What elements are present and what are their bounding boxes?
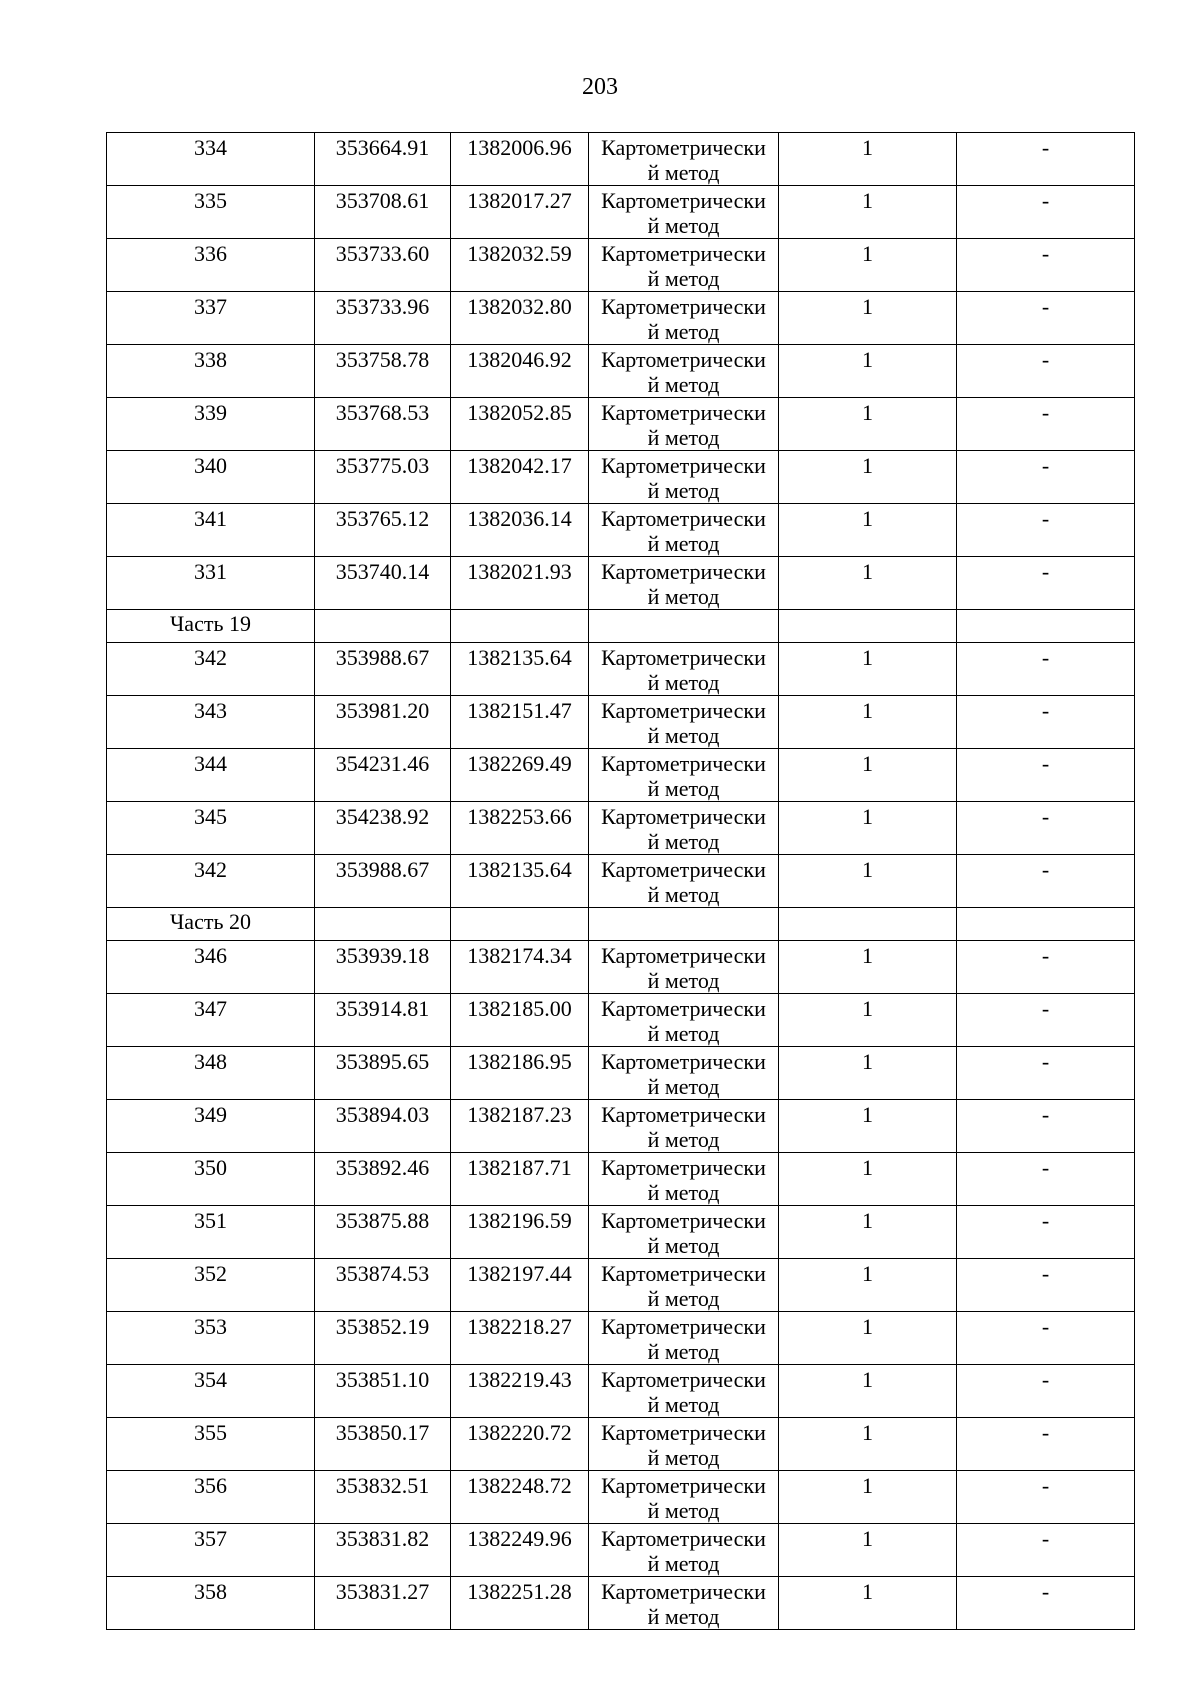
- point-number-cell: 334: [107, 133, 315, 186]
- empty-cell: [315, 908, 451, 941]
- method-cell: [589, 1312, 779, 1365]
- x-coordinate-cell: 353708.61: [315, 186, 451, 239]
- note-cell: -: [957, 1471, 1135, 1524]
- table-row: [107, 1577, 1135, 1630]
- method-text-line: й метод: [647, 372, 720, 397]
- point-number-cell: 342: [107, 643, 315, 696]
- method-text-line: й метод: [647, 776, 720, 801]
- y-coordinate-cell: 1382006.96: [451, 133, 589, 186]
- method-text-line: Картометрически: [601, 645, 766, 670]
- method-text-line: Картометрически: [601, 1473, 766, 1498]
- x-coordinate-cell: 353831.82: [315, 1524, 451, 1577]
- note-cell: -: [957, 855, 1135, 908]
- method-text-line: й метод: [647, 1498, 720, 1523]
- empty-cell: [779, 908, 957, 941]
- note-cell: -: [957, 186, 1135, 239]
- method-cell: [589, 1365, 779, 1418]
- note-cell: -: [957, 643, 1135, 696]
- note-cell: -: [957, 239, 1135, 292]
- x-coordinate-cell: 353733.96: [315, 292, 451, 345]
- x-coordinate-cell: 353664.91: [315, 133, 451, 186]
- point-number-cell: 353: [107, 1312, 315, 1365]
- point-number-cell: 342: [107, 855, 315, 908]
- accuracy-cell: 1: [779, 643, 957, 696]
- table-row: [107, 292, 1135, 345]
- table-row: [107, 802, 1135, 855]
- table-row: [107, 1047, 1135, 1100]
- table-row: [107, 557, 1135, 610]
- accuracy-cell: 1: [779, 1418, 957, 1471]
- note-cell: -: [957, 749, 1135, 802]
- y-coordinate-cell: 1382052.85: [451, 398, 589, 451]
- table-row: [107, 749, 1135, 802]
- method-text-line: Картометрически: [601, 698, 766, 723]
- point-number-cell: 356: [107, 1471, 315, 1524]
- point-number-cell: 331: [107, 557, 315, 610]
- y-coordinate-cell: 1382249.96: [451, 1524, 589, 1577]
- accuracy-cell: 1: [779, 451, 957, 504]
- method-text-line: Картометрически: [601, 559, 766, 584]
- point-number-cell: 346: [107, 941, 315, 994]
- method-cell: [589, 802, 779, 855]
- x-coordinate-cell: 353852.19: [315, 1312, 451, 1365]
- accuracy-cell: 1: [779, 239, 957, 292]
- method-cell: [589, 1047, 779, 1100]
- accuracy-cell: 1: [779, 1100, 957, 1153]
- x-coordinate-cell: 353768.53: [315, 398, 451, 451]
- note-cell: -: [957, 1259, 1135, 1312]
- method-text-line: й метод: [647, 829, 720, 854]
- coordinates-table-body: [107, 133, 1135, 1630]
- x-coordinate-cell: 353850.17: [315, 1418, 451, 1471]
- method-text-line: й метод: [647, 723, 720, 748]
- x-coordinate-cell: 354231.46: [315, 749, 451, 802]
- method-cell: [589, 643, 779, 696]
- method-text-line: Картометрически: [601, 1314, 766, 1339]
- point-number-cell: 351: [107, 1206, 315, 1259]
- accuracy-cell: 1: [779, 941, 957, 994]
- method-text-line: Картометрически: [601, 1367, 766, 1392]
- accuracy-cell: 1: [779, 557, 957, 610]
- note-cell: -: [957, 345, 1135, 398]
- part-label: Часть 20: [107, 908, 315, 941]
- part-header-row: [107, 908, 1135, 941]
- accuracy-cell: 1: [779, 292, 957, 345]
- empty-cell: [589, 908, 779, 941]
- method-text-line: Картометрически: [601, 1579, 766, 1604]
- method-text-line: й метод: [647, 670, 720, 695]
- table-row: [107, 994, 1135, 1047]
- x-coordinate-cell: 353758.78: [315, 345, 451, 398]
- empty-cell: [589, 610, 779, 643]
- empty-cell: [779, 610, 957, 643]
- method-text-line: й метод: [647, 478, 720, 503]
- method-text-line: Картометрически: [601, 453, 766, 478]
- method-text-line: Картометрически: [601, 506, 766, 531]
- accuracy-cell: 1: [779, 133, 957, 186]
- point-number-cell: 358: [107, 1577, 315, 1630]
- note-cell: -: [957, 1100, 1135, 1153]
- accuracy-cell: 1: [779, 1471, 957, 1524]
- method-text-line: й метод: [647, 968, 720, 993]
- method-text-line: Картометрически: [601, 943, 766, 968]
- point-number-cell: 350: [107, 1153, 315, 1206]
- method-cell: [589, 941, 779, 994]
- y-coordinate-cell: 1382269.49: [451, 749, 589, 802]
- method-cell: [589, 292, 779, 345]
- x-coordinate-cell: 353740.14: [315, 557, 451, 610]
- method-text-line: й метод: [647, 425, 720, 450]
- note-cell: -: [957, 994, 1135, 1047]
- accuracy-cell: 1: [779, 504, 957, 557]
- note-cell: -: [957, 398, 1135, 451]
- x-coordinate-cell: 353914.81: [315, 994, 451, 1047]
- table-row: [107, 186, 1135, 239]
- method-text-line: Картометрически: [601, 188, 766, 213]
- accuracy-cell: 1: [779, 398, 957, 451]
- method-text-line: й метод: [647, 160, 720, 185]
- part-header-row: [107, 610, 1135, 643]
- x-coordinate-cell: 353874.53: [315, 1259, 451, 1312]
- method-text-line: Картометрически: [601, 347, 766, 372]
- point-number-cell: 349: [107, 1100, 315, 1153]
- accuracy-cell: 1: [779, 696, 957, 749]
- table-row: [107, 1471, 1135, 1524]
- method-text-line: й метод: [647, 1551, 720, 1576]
- empty-cell: [451, 908, 589, 941]
- note-cell: -: [957, 557, 1135, 610]
- method-text-line: Картометрически: [601, 400, 766, 425]
- accuracy-cell: 1: [779, 802, 957, 855]
- method-text-line: й метод: [647, 584, 720, 609]
- method-text-line: Картометрически: [601, 996, 766, 1021]
- method-cell: [589, 1259, 779, 1312]
- empty-cell: [957, 610, 1135, 643]
- empty-cell: [315, 610, 451, 643]
- method-text-line: Картометрически: [601, 751, 766, 776]
- note-cell: -: [957, 1312, 1135, 1365]
- method-cell: [589, 994, 779, 1047]
- note-cell: -: [957, 504, 1135, 557]
- method-text-line: Картометрически: [601, 804, 766, 829]
- method-text-line: Картометрически: [601, 294, 766, 319]
- x-coordinate-cell: 353988.67: [315, 643, 451, 696]
- method-text-line: й метод: [647, 1286, 720, 1311]
- method-text-line: Картометрически: [601, 1526, 766, 1551]
- y-coordinate-cell: 1382196.59: [451, 1206, 589, 1259]
- y-coordinate-cell: 1382036.14: [451, 504, 589, 557]
- method-text-line: Картометрически: [601, 857, 766, 882]
- table-row: [107, 1312, 1135, 1365]
- note-cell: -: [957, 696, 1135, 749]
- x-coordinate-cell: 353875.88: [315, 1206, 451, 1259]
- table-row: [107, 133, 1135, 186]
- note-cell: -: [957, 133, 1135, 186]
- method-text-line: й метод: [647, 1021, 720, 1046]
- note-cell: -: [957, 1365, 1135, 1418]
- accuracy-cell: 1: [779, 1524, 957, 1577]
- method-cell: [589, 1153, 779, 1206]
- y-coordinate-cell: 1382032.80: [451, 292, 589, 345]
- accuracy-cell: 1: [779, 186, 957, 239]
- point-number-cell: 354: [107, 1365, 315, 1418]
- method-text-line: Картометрически: [601, 1261, 766, 1286]
- table-row: [107, 1418, 1135, 1471]
- table-row: [107, 239, 1135, 292]
- y-coordinate-cell: 1382151.47: [451, 696, 589, 749]
- table-row: [107, 1524, 1135, 1577]
- method-text-line: й метод: [647, 1233, 720, 1258]
- y-coordinate-cell: 1382248.72: [451, 1471, 589, 1524]
- table-row: [107, 451, 1135, 504]
- y-coordinate-cell: 1382042.17: [451, 451, 589, 504]
- table-row: [107, 1365, 1135, 1418]
- y-coordinate-cell: 1382032.59: [451, 239, 589, 292]
- point-number-cell: 339: [107, 398, 315, 451]
- y-coordinate-cell: 1382017.27: [451, 186, 589, 239]
- x-coordinate-cell: 353894.03: [315, 1100, 451, 1153]
- accuracy-cell: 1: [779, 749, 957, 802]
- point-number-cell: 347: [107, 994, 315, 1047]
- y-coordinate-cell: 1382253.66: [451, 802, 589, 855]
- method-text-line: й метод: [647, 1339, 720, 1364]
- method-cell: [589, 557, 779, 610]
- y-coordinate-cell: 1382135.64: [451, 643, 589, 696]
- y-coordinate-cell: 1382197.44: [451, 1259, 589, 1312]
- note-cell: -: [957, 1418, 1135, 1471]
- method-text-line: Картометрически: [601, 1102, 766, 1127]
- y-coordinate-cell: 1382187.23: [451, 1100, 589, 1153]
- page-number: 203: [582, 74, 618, 100]
- table-row: [107, 1153, 1135, 1206]
- method-text-line: Картометрически: [601, 135, 766, 160]
- point-number-cell: 344: [107, 749, 315, 802]
- point-number-cell: 357: [107, 1524, 315, 1577]
- method-text-line: Картометрически: [601, 1049, 766, 1074]
- y-coordinate-cell: 1382220.72: [451, 1418, 589, 1471]
- method-text-line: й метод: [647, 266, 720, 291]
- accuracy-cell: 1: [779, 855, 957, 908]
- note-cell: -: [957, 1047, 1135, 1100]
- point-number-cell: 355: [107, 1418, 315, 1471]
- method-text-line: й метод: [647, 1180, 720, 1205]
- table-row: [107, 696, 1135, 749]
- point-number-cell: 338: [107, 345, 315, 398]
- part-label: Часть 19: [107, 610, 315, 643]
- point-number-cell: 341: [107, 504, 315, 557]
- x-coordinate-cell: 353765.12: [315, 504, 451, 557]
- method-text-line: й метод: [647, 882, 720, 907]
- accuracy-cell: 1: [779, 1259, 957, 1312]
- x-coordinate-cell: 353851.10: [315, 1365, 451, 1418]
- accuracy-cell: 1: [779, 1153, 957, 1206]
- accuracy-cell: 1: [779, 1365, 957, 1418]
- method-cell: [589, 1471, 779, 1524]
- method-text-line: й метод: [647, 319, 720, 344]
- point-number-cell: 352: [107, 1259, 315, 1312]
- y-coordinate-cell: 1382251.28: [451, 1577, 589, 1630]
- method-cell: [589, 239, 779, 292]
- y-coordinate-cell: 1382135.64: [451, 855, 589, 908]
- x-coordinate-cell: 353988.67: [315, 855, 451, 908]
- method-cell: [589, 1524, 779, 1577]
- method-cell: [589, 1577, 779, 1630]
- y-coordinate-cell: 1382174.34: [451, 941, 589, 994]
- method-cell: [589, 749, 779, 802]
- accuracy-cell: 1: [779, 1577, 957, 1630]
- method-cell: [589, 696, 779, 749]
- method-text-line: й метод: [647, 1445, 720, 1470]
- accuracy-cell: 1: [779, 1047, 957, 1100]
- point-number-cell: 340: [107, 451, 315, 504]
- table-row: [107, 1259, 1135, 1312]
- empty-cell: [957, 908, 1135, 941]
- accuracy-cell: 1: [779, 345, 957, 398]
- x-coordinate-cell: 353831.27: [315, 1577, 451, 1630]
- point-number-cell: 343: [107, 696, 315, 749]
- point-number-cell: 336: [107, 239, 315, 292]
- method-text-line: й метод: [647, 1074, 720, 1099]
- point-number-cell: 345: [107, 802, 315, 855]
- method-text-line: й метод: [647, 531, 720, 556]
- x-coordinate-cell: 353832.51: [315, 1471, 451, 1524]
- x-coordinate-cell: 353775.03: [315, 451, 451, 504]
- note-cell: -: [957, 451, 1135, 504]
- method-cell: [589, 1206, 779, 1259]
- method-text-line: й метод: [647, 1127, 720, 1152]
- method-cell: [589, 855, 779, 908]
- y-coordinate-cell: 1382219.43: [451, 1365, 589, 1418]
- empty-cell: [451, 610, 589, 643]
- method-text-line: Картометрически: [601, 1208, 766, 1233]
- table-row: [107, 941, 1135, 994]
- point-number-cell: 337: [107, 292, 315, 345]
- method-cell: [589, 398, 779, 451]
- note-cell: -: [957, 1153, 1135, 1206]
- point-number-cell: 335: [107, 186, 315, 239]
- x-coordinate-cell: 353939.18: [315, 941, 451, 994]
- table-row: [107, 1206, 1135, 1259]
- x-coordinate-cell: 353733.60: [315, 239, 451, 292]
- note-cell: -: [957, 1206, 1135, 1259]
- method-text-line: Картометрически: [601, 1420, 766, 1445]
- method-cell: [589, 1100, 779, 1153]
- y-coordinate-cell: 1382186.95: [451, 1047, 589, 1100]
- note-cell: -: [957, 802, 1135, 855]
- method-text-line: Картометрически: [601, 1155, 766, 1180]
- method-text-line: й метод: [647, 1392, 720, 1417]
- note-cell: -: [957, 941, 1135, 994]
- x-coordinate-cell: 353895.65: [315, 1047, 451, 1100]
- accuracy-cell: 1: [779, 1312, 957, 1365]
- method-cell: [589, 186, 779, 239]
- method-text-line: Картометрически: [601, 241, 766, 266]
- table-row: [107, 398, 1135, 451]
- note-cell: -: [957, 1524, 1135, 1577]
- note-cell: -: [957, 292, 1135, 345]
- accuracy-cell: 1: [779, 1206, 957, 1259]
- y-coordinate-cell: 1382021.93: [451, 557, 589, 610]
- coordinates-table: [106, 132, 1135, 1630]
- x-coordinate-cell: 353981.20: [315, 696, 451, 749]
- method-cell: [589, 345, 779, 398]
- y-coordinate-cell: 1382046.92: [451, 345, 589, 398]
- method-cell: [589, 504, 779, 557]
- method-text-line: й метод: [647, 1604, 720, 1629]
- table-row: [107, 643, 1135, 696]
- method-cell: [589, 451, 779, 504]
- method-cell: [589, 133, 779, 186]
- table-row: [107, 504, 1135, 557]
- table-row: [107, 1100, 1135, 1153]
- x-coordinate-cell: 354238.92: [315, 802, 451, 855]
- y-coordinate-cell: 1382218.27: [451, 1312, 589, 1365]
- accuracy-cell: 1: [779, 994, 957, 1047]
- method-text-line: й метод: [647, 213, 720, 238]
- y-coordinate-cell: 1382185.00: [451, 994, 589, 1047]
- x-coordinate-cell: 353892.46: [315, 1153, 451, 1206]
- table-row: [107, 345, 1135, 398]
- table-row: [107, 855, 1135, 908]
- point-number-cell: 348: [107, 1047, 315, 1100]
- note-cell: -: [957, 1577, 1135, 1630]
- method-cell: [589, 1418, 779, 1471]
- y-coordinate-cell: 1382187.71: [451, 1153, 589, 1206]
